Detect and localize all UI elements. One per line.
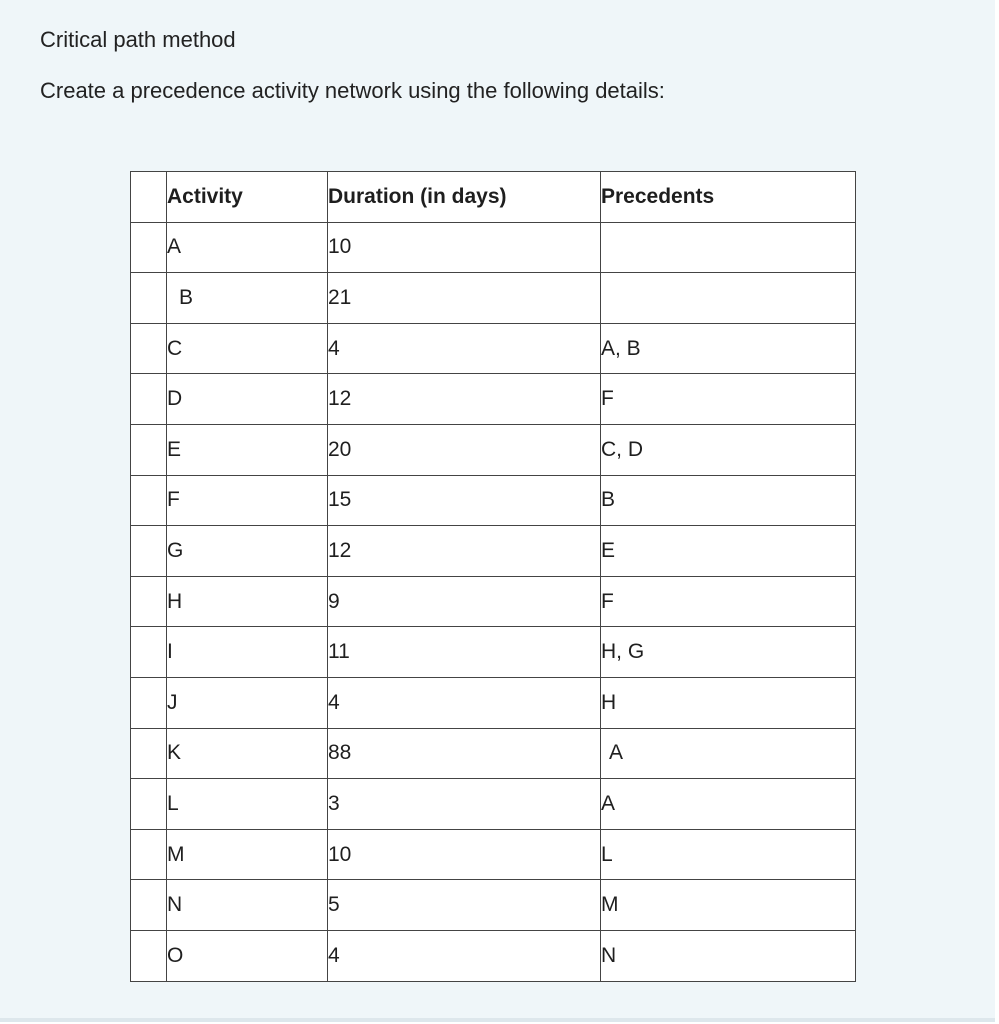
row-number-cell — [131, 728, 167, 779]
page-title: Critical path method — [40, 27, 236, 52]
table-row — [131, 829, 856, 880]
duration-cell: 4 — [328, 323, 601, 374]
precedents-cell: E — [601, 526, 856, 577]
activity-cell: D — [167, 374, 328, 425]
precedents-header: Precedents — [601, 172, 856, 223]
table-row — [131, 779, 856, 830]
table-row — [131, 880, 856, 931]
row-number-cell — [131, 880, 167, 931]
precedents-cell — [601, 273, 856, 324]
table-row — [131, 930, 856, 981]
activity-cell: A — [167, 222, 328, 273]
duration-cell: 4 — [328, 930, 601, 981]
table-row — [131, 526, 856, 577]
precedents-cell: H — [601, 677, 856, 728]
activity-cell: O — [167, 930, 328, 981]
precedents-cell: A — [601, 728, 856, 779]
duration-cell: 5 — [328, 880, 601, 931]
precedents-cell: F — [601, 576, 856, 627]
duration-cell: 9 — [328, 576, 601, 627]
table-row — [131, 374, 856, 425]
table-row — [131, 576, 856, 627]
instruction-text: Create a precedence activity network using the following details: — [40, 78, 665, 103]
precedents-cell: N — [601, 930, 856, 981]
duration-cell: 20 — [328, 424, 601, 475]
row-number-cell — [131, 323, 167, 374]
precedents-cell: F — [601, 374, 856, 425]
activity-cell: C — [167, 323, 328, 374]
activity-cell: N — [167, 880, 328, 931]
precedents-cell: A — [601, 779, 856, 830]
table-row — [131, 323, 856, 374]
table-row — [131, 222, 856, 273]
duration-cell: 88 — [328, 728, 601, 779]
activity-cell: I — [167, 627, 328, 678]
precedents-cell — [601, 222, 856, 273]
row-number-cell — [131, 779, 167, 830]
row-number-cell — [131, 930, 167, 981]
duration-cell: 11 — [328, 627, 601, 678]
row-number-cell — [131, 374, 167, 425]
duration-cell: 12 — [328, 374, 601, 425]
duration-cell: 21 — [328, 273, 601, 324]
table-row — [131, 627, 856, 678]
activity-table — [130, 171, 856, 982]
activity-cell: M — [167, 829, 328, 880]
precedents-cell: H, G — [601, 627, 856, 678]
precedents-cell: A, B — [601, 323, 856, 374]
activity-cell: H — [167, 576, 328, 627]
table-row — [131, 273, 856, 324]
duration-cell: 12 — [328, 526, 601, 577]
row-number-cell — [131, 829, 167, 880]
table-row — [131, 677, 856, 728]
precedents-cell: L — [601, 829, 856, 880]
precedents-cell: B — [601, 475, 856, 526]
activity-cell: F — [167, 475, 328, 526]
activity-cell: E — [167, 424, 328, 475]
table-row — [131, 475, 856, 526]
duration-cell: 15 — [328, 475, 601, 526]
activity-header: Activity — [167, 172, 328, 223]
row-number-cell — [131, 627, 167, 678]
duration-cell: 4 — [328, 677, 601, 728]
table-header-row — [131, 172, 856, 223]
duration-cell: 10 — [328, 829, 601, 880]
row-number-cell — [131, 475, 167, 526]
table-row — [131, 424, 856, 475]
row-number-cell — [131, 526, 167, 577]
duration-cell: 10 — [328, 222, 601, 273]
activity-cell: K — [167, 728, 328, 779]
duration-cell: 3 — [328, 779, 601, 830]
duration-header: Duration (in days) — [328, 172, 601, 223]
precedents-cell: M — [601, 880, 856, 931]
activity-cell: J — [167, 677, 328, 728]
row-number-cell — [131, 424, 167, 475]
row-number-cell — [131, 222, 167, 273]
table-row — [131, 728, 856, 779]
row-number-cell — [131, 677, 167, 728]
precedents-cell: C, D — [601, 424, 856, 475]
row-number-cell — [131, 576, 167, 627]
activity-cell: L — [167, 779, 328, 830]
row-number-cell — [131, 273, 167, 324]
row-number-header — [131, 172, 167, 223]
activity-cell: B — [167, 273, 328, 324]
activity-cell: G — [167, 526, 328, 577]
